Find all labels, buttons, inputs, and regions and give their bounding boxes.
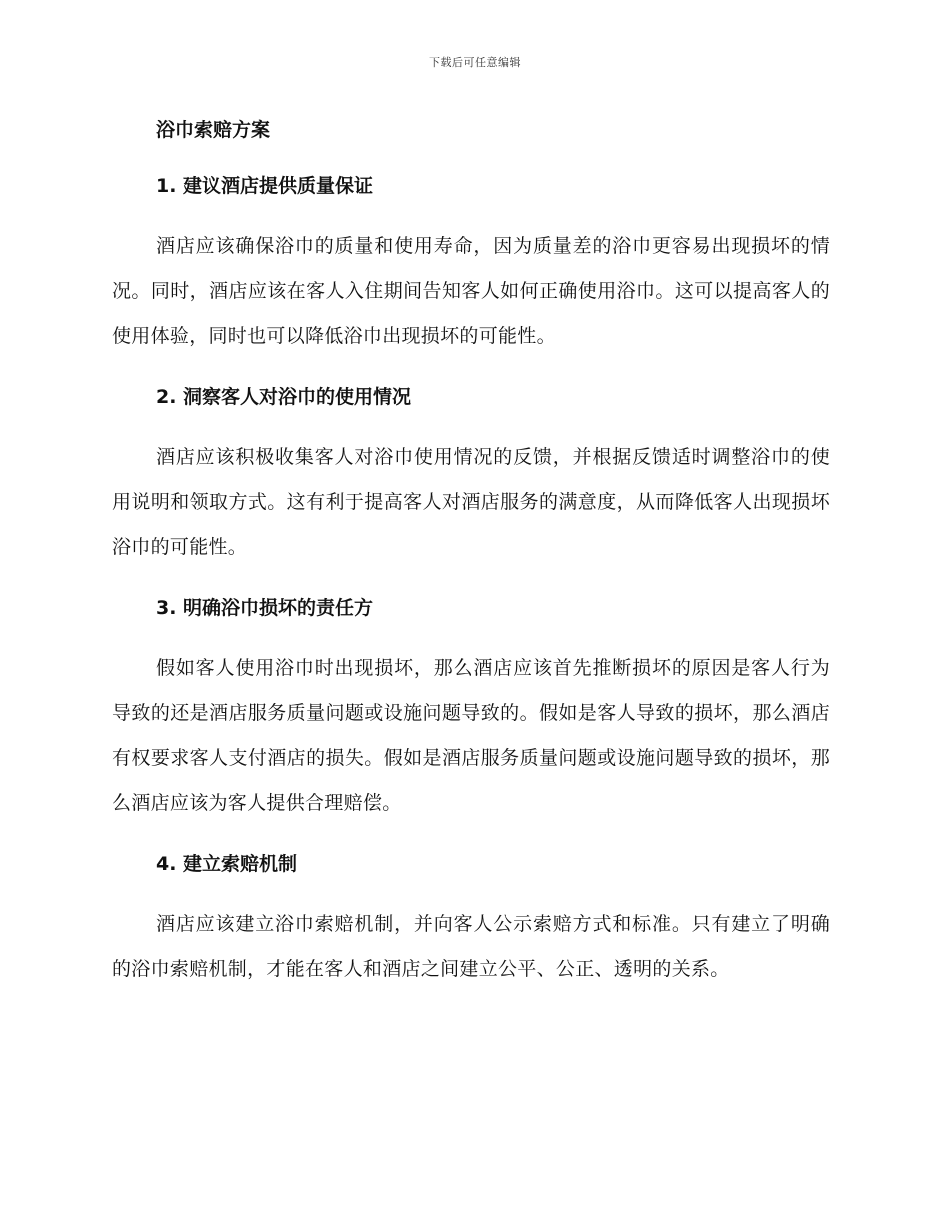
document-title: 浴巾索赔方案 [156, 119, 271, 141]
document-body [112, 112, 830, 992]
section-heading-1: 1. 建议酒店提供质量保证 [156, 175, 374, 197]
section-paragraph-1: 酒店应该确保浴巾的质量和使用寿命，因为质量差的浴巾更容易出现损坏的情况。同时，酒店应该在客人入住期间告知客人如何正确使用浴巾。这可以提高客人的使用体验，同时也可以降低浴巾出现损坏的可能性。 [112, 235, 830, 347]
section-paragraph-3: 假如客人使用浴巾时出现损坏，那么酒店应该首先推断损坏的原因是客人行为导致的还是酒店服务质量问题或设施问题导致的。假如是客人导致的损坏，那么酒店有权要求客人支付酒店的损失。假如是酒店服务质量问题或设施问题导致的损坏，那么酒店应该为客人提供合理赔偿。 [112, 657, 830, 814]
section-heading-4: 4. 建立索赔机制 [156, 853, 298, 875]
section-heading-2: 2. 洞察客人对浴巾的使用情况 [156, 386, 412, 408]
section-paragraph-4: 酒店应该建立浴巾索赔机制，并向客人公示索赔方式和标准。只有建立了明确的浴巾索赔机制，才能在客人和酒店之间建立公平、公正、透明的关系。 [112, 913, 830, 980]
section-heading-3: 3. 明确浴巾损坏的责任方 [156, 597, 374, 619]
page-header: 下载后可任意编辑 [429, 56, 521, 69]
section-paragraph-2: 酒店应该积极收集客人对浴巾使用情况的反馈，并根据反馈适时调整浴巾的使用说明和领取方式。这有利于提高客人对酒店服务的满意度，从而降低客人出现损坏浴巾的可能性。 [112, 446, 830, 558]
